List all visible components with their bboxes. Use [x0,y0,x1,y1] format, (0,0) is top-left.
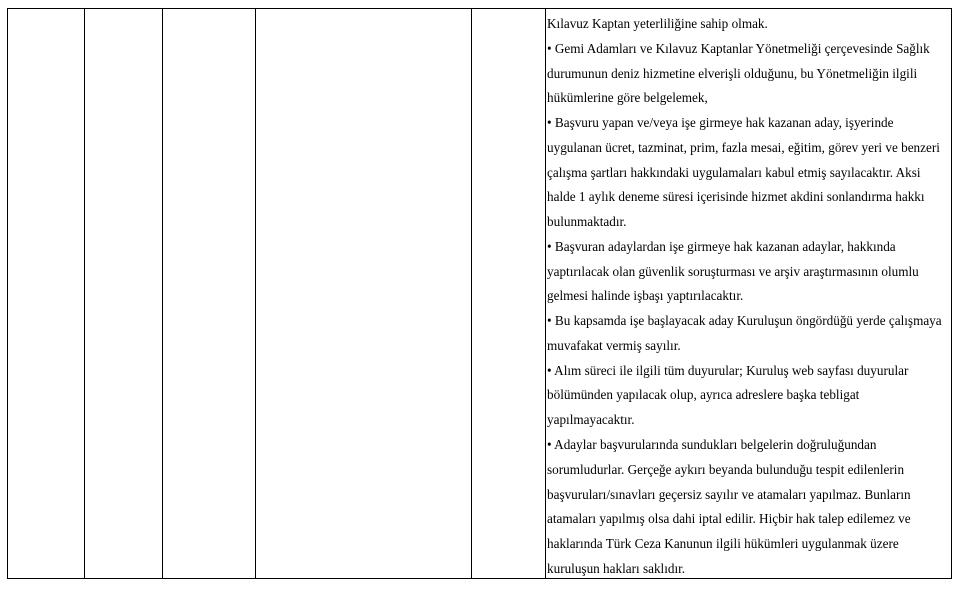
column-divider [255,9,256,578]
text-line: gelmesi halinde işbaşı yaptırılacaktır. [547,288,744,304]
text-line: • Başvuran adaylardan işe girmeye hak kazanan adaylar, hakkında [547,238,896,254]
text-line: • Başvuru yapan ve/veya işe girmeye hak kazanan aday, işyerinde [547,115,894,131]
text-line: Kılavuz Kaptan yeterliliğine sahip olmak. [547,16,768,31]
text-line: bulunmaktadır. [547,214,627,230]
text-line: haklarında Türk Ceza Kanunun ilgili hükümleri uygulanmak üzere [547,536,899,552]
text-line: hükümlerine göre belgelemek, [547,90,708,106]
column-divider [545,9,546,578]
requirements-table [7,8,952,579]
text-line: halde 1 aylık deneme süresi içerisinde hizmet akdini sonlandırma hakkı [547,189,925,205]
text-line: uygulanan ücret, tazminat, prim, fazla mesai, eğitim, görev yeri ve benzeri [547,139,940,155]
text-line: yaptırılacak olan güvenlik soruşturması ve arşiv araştırmasının olumlu [547,263,919,279]
text-line: başvuruları/sınavları geçersiz sayılır ve atamaları yapılmaz. Bunların [547,486,911,502]
text-line: • Adaylar başvurularında sundukları belgelerin doğruluğundan [547,437,877,453]
requirements-cell [547,12,952,582]
text-line: çalışma şartları hakkındaki uygulamaları kabul etmiş sayılacaktır. Aksi [547,164,921,180]
column-divider [84,9,85,578]
column-divider [162,9,163,578]
column-divider [471,9,472,578]
text-line: bölümünden yapılacak olup, ayrıca adreslere başka tebligat [547,387,860,403]
text-line: sorumludurlar. Gerçeğe aykırı beyanda bulunduğu tespit edilenlerin [547,461,905,477]
text-line: durumunun deniz hizmetine elverişli olduğunu, bu Yönetmeliğin ilgili [547,65,918,81]
text-line: atamaları yapılmış olsa dahi iptal edilir. Hiçbir hak talep edilemez ve [547,511,911,527]
text-line: • Gemi Adamları ve Kılavuz Kaptanlar Yönetmeliği çerçevesinde Sağlık [547,40,930,56]
text-line: • Bu kapsamda işe başlayacak aday Kuruluşun öngördüğü yerde çalışmaya [547,313,942,329]
text-line: kuruluşun hakları saklıdır. [547,560,686,576]
text-line: • Alım süreci ile ilgili tüm duyurular; Kuruluş web sayfası duyurular [547,362,909,378]
text-line: yapılmayacaktır. [547,412,635,428]
text-line: muvafakat vermiş sayılır. [547,337,681,353]
